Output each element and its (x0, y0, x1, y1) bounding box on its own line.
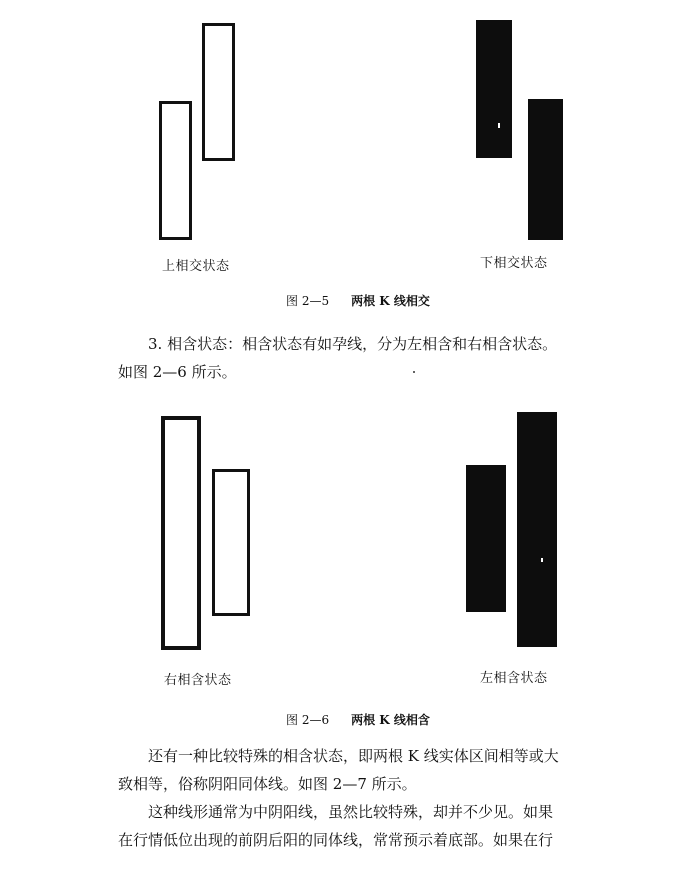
paragraph-line: 在行情低位出现的前阴后阳的同体线，常常预示着底部。如果在行 (118, 831, 554, 849)
bearish-candle-lower (528, 99, 563, 240)
bullish-candle-large (161, 416, 201, 650)
bullish-candle-lower (159, 101, 192, 240)
bullish-candle-small (212, 469, 250, 616)
bearish-candle-small (466, 465, 506, 612)
figure-caption-number: 图 2—5 (286, 294, 330, 308)
figure-label-right: 左相含状态 (480, 671, 548, 686)
bearish-candle-large (517, 412, 557, 647)
section-heading-line: 3. 相含状态：相含状态有如孕线，分为左相含和右相含状态。 (148, 335, 558, 353)
figure-caption (286, 292, 430, 309)
figure-caption-title: 两根 K 线相交 (351, 294, 430, 308)
print-speck (498, 123, 500, 128)
figure-caption-title: 两根 K 线相含 (351, 713, 430, 727)
section-body-line: 如图 2—6 所示。 (118, 363, 237, 381)
paragraph-line: 这种线形通常为中阴阳线，虽然比较特殊，却并不少见。如果 (148, 803, 554, 821)
figure-caption-number: 图 2—6 (286, 713, 330, 727)
figure-caption (286, 711, 430, 728)
figure-label-left: 右相含状态 (164, 673, 232, 688)
figure-label-right: 下相交状态 (480, 256, 548, 271)
bearish-candle-upper (476, 20, 512, 158)
paragraph-line: 还有一种比较特殊的相含状态，即两根 K 线实体区间相等或大 (148, 747, 559, 765)
paragraph-line: 致相等，俗称阴阳同体线。如图 2—7 所示。 (118, 775, 417, 793)
print-speck (413, 371, 415, 373)
print-speck (541, 558, 543, 562)
bullish-candle-upper (202, 23, 235, 161)
figure-label-left: 上相交状态 (162, 259, 230, 274)
